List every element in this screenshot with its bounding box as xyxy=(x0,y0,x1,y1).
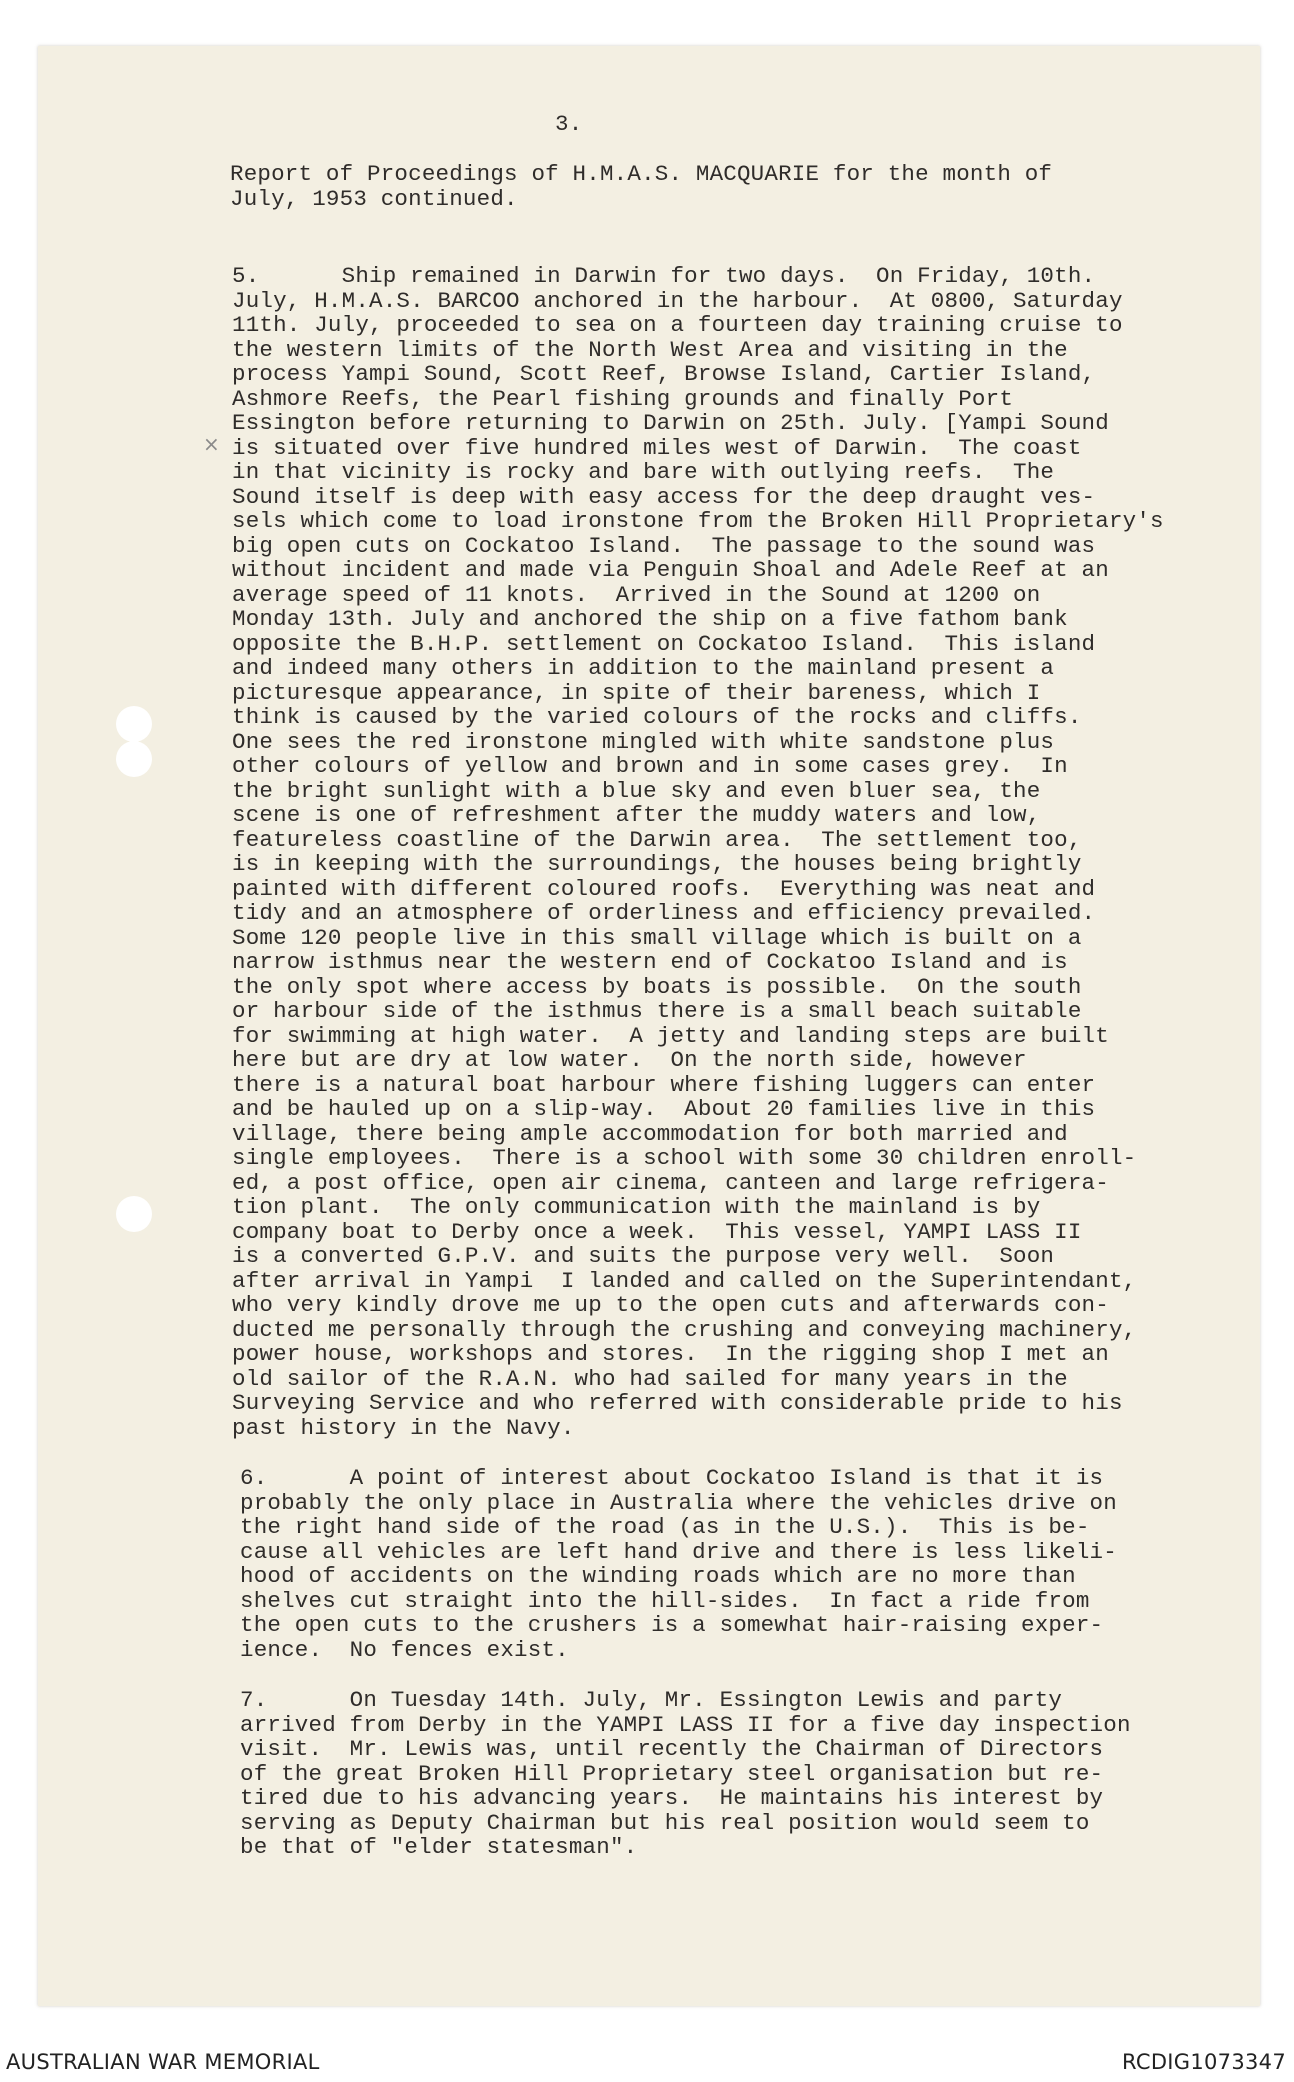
text-line: is in keeping with the surroundings, the houses being brightly xyxy=(232,851,1082,877)
text-line: power house, workshops and stores. In the rigging shop I met an xyxy=(232,1341,1109,1367)
text-line: after arrival in Yampi I landed and called on the Superintendant, xyxy=(232,1267,1137,1294)
text-line: Sound itself is deep with easy access for the deep draught ves- xyxy=(232,483,1096,510)
punch-hole-middle xyxy=(116,741,152,777)
text-line: Some 120 people live in this small village which is built on a xyxy=(232,924,1082,951)
text-line: sels which come to load ironstone from the Broken Hill Proprietary's xyxy=(232,508,1164,534)
text-line: there is a natural boat harbour where fishing luggers can enter xyxy=(232,1071,1096,1098)
text-line: July, 1953 continued. xyxy=(230,185,518,212)
text-line: old sailor of the R.A.N. who had sailed for many years in the xyxy=(232,1365,1068,1392)
text-line: the bright sunlight with a blue sky and even bluer sea, the xyxy=(232,777,1041,804)
text-line: process Yampi Sound, Scott Reef, Browse Island, Cartier Island, xyxy=(232,361,1096,387)
text-line: ience. No fences exist. xyxy=(240,1636,569,1663)
punch-hole-bottom xyxy=(116,1196,152,1232)
text-line: average speed of 11 knots. Arrived in the Sound at 1200 on xyxy=(232,581,1041,608)
text-line: opposite the B.H.P. settlement on Cockatoo Island. This island xyxy=(232,630,1096,657)
text-line: Monday 13th. July and anchored the ship on a five fathom bank xyxy=(232,606,1068,632)
text-line: narrow isthmus near the western end of Cockatoo Island and is xyxy=(232,949,1068,975)
text-line: company boat to Derby once a week. This vessel, YAMPI LASS II xyxy=(232,1218,1082,1245)
text-line: the right hand side of the road (as in the U.S.). This is be- xyxy=(240,1514,1090,1540)
text-line: 5. Ship remained in Darwin for two days. On Friday, 10th. xyxy=(232,263,1096,289)
margin-mark: × xyxy=(203,432,220,456)
text-line: ducted me personally through the crushing and conveying machinery, xyxy=(232,1316,1137,1343)
text-line: single employees. There is a school with some 30 children enroll- xyxy=(232,1145,1137,1171)
text-line: cause all vehicles are left hand drive and there is less likeli- xyxy=(240,1538,1117,1565)
text-line: probably the only place in Australia where the vehicles drive on xyxy=(240,1489,1117,1516)
text-line: the only spot where access by boats is possible. On the south xyxy=(232,973,1082,1000)
text-line: shelves cut straight into the hill-sides. In fact a ride from xyxy=(240,1587,1090,1614)
text-line: village, there being ample accommodation for both married and xyxy=(232,1120,1068,1147)
text-line: or harbour side of the isthmus there is a small beach suitable xyxy=(232,998,1082,1024)
text-line: be that of "elder statesman". xyxy=(240,1834,638,1860)
text-line: scene is one of refreshment after the muddy waters and low, xyxy=(232,802,1041,828)
punch-hole-top xyxy=(116,706,152,742)
text-line: think is caused by the varied colours of the rocks and cliffs. xyxy=(232,704,1082,730)
text-line: tion plant. The only communication with the mainland is by xyxy=(232,1194,1041,1220)
paragraph-7 xyxy=(240,1688,1131,1860)
text-line: serving as Deputy Chairman but his real position would seem to xyxy=(240,1809,1090,1836)
text-line: the western limits of the North West Area and visiting in the xyxy=(232,336,1068,363)
text-line: who very kindly drove me up to the open cuts and afterwards con- xyxy=(232,1292,1109,1318)
text-line: here but are dry at low water. On the north side, however xyxy=(232,1047,1027,1073)
paragraph-6 xyxy=(240,1466,1117,1662)
text-line: visit. Mr. Lewis was, until recently the Chairman of Directors xyxy=(240,1736,1104,1762)
text-line: 7. On Tuesday 14th. July, Mr. Essington Lewis and party xyxy=(240,1687,1063,1713)
text-line: July, H.M.A.S. BARCOO anchored in the harbour. At 0800, Saturday xyxy=(232,287,1123,314)
text-line: Ashmore Reefs, the Pearl fishing grounds and finally Port xyxy=(232,385,1014,412)
text-line: past history in the Navy. xyxy=(232,1414,575,1441)
text-line: painted with different coloured roofs. Everything was neat and xyxy=(232,875,1096,902)
text-line: tidy and an atmosphere of orderliness and efficiency prevailed. xyxy=(232,900,1096,926)
text-line: picturesque appearance, in spite of their bareness, which I xyxy=(232,679,1041,706)
page-number: 3. xyxy=(555,111,583,137)
text-line: other colours of yellow and brown and in some cases grey. In xyxy=(232,753,1068,779)
text-line: Report of Proceedings of H.M.A.S. MACQUARIE for the month of xyxy=(230,161,1053,187)
text-line: is a converted G.P.V. and suits the purpose very well. Soon xyxy=(232,1243,1055,1269)
text-line: ed, a post office, open air cinema, canteen and large refrigera- xyxy=(232,1169,1109,1196)
text-line: 11th. July, proceeded to sea on a fourteen day training cruise to xyxy=(232,312,1123,338)
text-line: hood of accidents on the winding roads which are no more than xyxy=(240,1563,1076,1589)
text-line: tired due to his advancing years. He maintains his interest by xyxy=(240,1785,1104,1811)
text-line: arrived from Derby in the YAMPI LASS II for a five day inspection xyxy=(240,1711,1131,1738)
report-header xyxy=(230,162,1052,211)
text-line: featureless coastline of the Darwin area. The settlement too, xyxy=(232,826,1082,853)
text-line: is situated over five hundred miles west of Darwin. The coast xyxy=(232,434,1082,461)
text-line: without incident and made via Penguin Shoal and Adele Reef at an xyxy=(232,557,1109,583)
text-line: and be hauled up on a slip-way. About 20 families live in this xyxy=(232,1096,1096,1122)
text-line: of the great Broken Hill Proprietary steel organisation but re- xyxy=(240,1760,1104,1787)
text-line: Surveying Service and who referred with considerable pride to his xyxy=(232,1390,1123,1416)
text-line: big open cuts on Cockatoo Island. The passage to the sound was xyxy=(232,532,1096,559)
footer-record-id: RCDIG1073347 xyxy=(1122,2050,1286,2074)
text-line: and indeed many others in addition to the mainland present a xyxy=(232,655,1055,681)
text-line: the open cuts to the crushers is a somewhat hair-raising exper- xyxy=(240,1612,1104,1638)
footer-archive-name: AUSTRALIAN WAR MEMORIAL xyxy=(6,2050,320,2074)
text-line: in that vicinity is rocky and bare with outlying reefs. The xyxy=(232,459,1055,485)
text-line: for swimming at high water. A jetty and landing steps are built xyxy=(232,1022,1109,1049)
text-line: 6. A point of interest about Cockatoo Island is that it is xyxy=(240,1465,1104,1491)
paragraph-5 xyxy=(232,264,1164,1440)
text-line: Essington before returning to Darwin on 25th. July. [Yampi Sound xyxy=(232,410,1109,436)
text-line: One sees the red ironstone mingled with white sandstone plus xyxy=(232,728,1055,755)
